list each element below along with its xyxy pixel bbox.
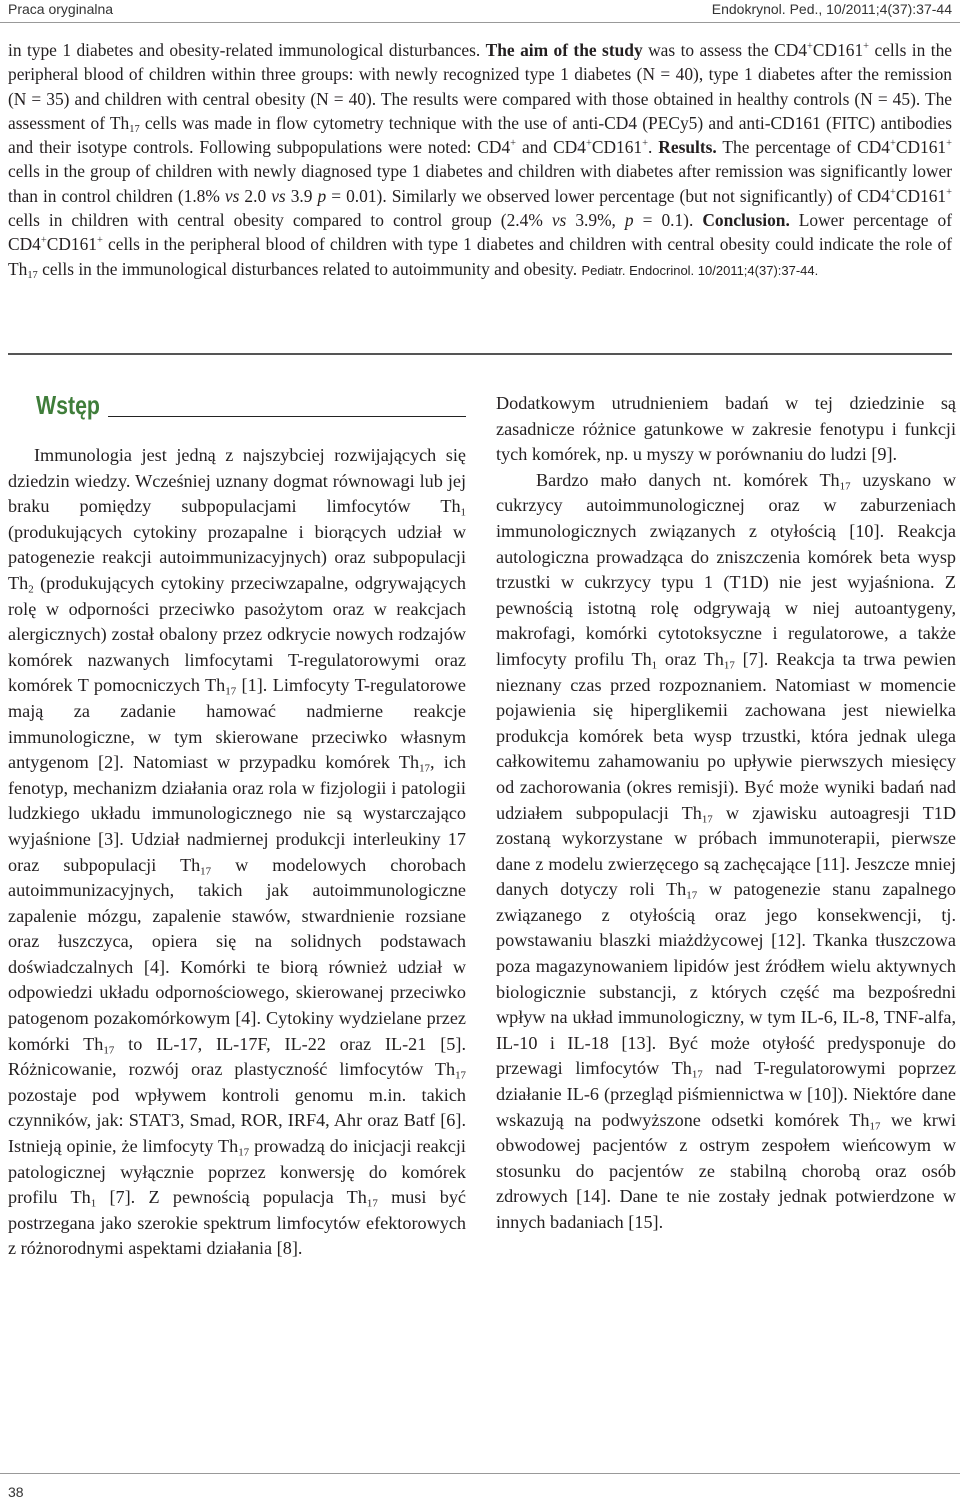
- header-article-type: Praca oryginalna: [8, 1, 114, 17]
- heading-underline: [108, 416, 466, 417]
- abstract-citation: Pediatr. Endocrinol. 10/2011;4(37):37-44.: [581, 262, 819, 278]
- text-column-left: [8, 443, 466, 1262]
- conclusion-label: Conclusion.: [702, 210, 790, 231]
- footer-rule: [0, 1473, 960, 1474]
- section-heading: [36, 390, 466, 422]
- header-rule: [0, 22, 960, 23]
- section-title: Wstęp: [36, 390, 100, 420]
- header-journal-citation: Endokrynol. Ped., 10/2011;4(37):37-44: [711, 1, 952, 17]
- page-number: 38: [8, 1484, 24, 1500]
- section-separator: [8, 353, 952, 355]
- results-label: Results.: [658, 137, 717, 158]
- paragraph: Bardzo mało danych nt. komórek $Th_{17}$ uzyskano w cukrzycy autoimmunologicznej oraz w zaburzeniach immunologicznych związanych z otyłością [10]. Reakcja autologiczna prowadząca do zniszczenia komórek beta wysp trzustki w cukrzycy typu 1 (T1D) nie jest wyjaśniona. Z pewnością istotną rolę odgrywają w niej autoantygeny, makrofagi, komórki cytotoksyczne i regulatorowe, a także limfocyty profilu $Th_1$ oraz $Th_{17}$ [7]. Reakcja ta trwa pewien nieznany czas przed rozpoznaniem. Natomiast w momencie pojawienia się hiperglikemii zachowana jest niewielka produkcja komórek beta wysp trzustki, która jednak ulega całkowitemu zahamowaniu po upływie pierwszych miesięcy od zachorowania (okres remisji). Być może wyniki badań nad udziałem subpopulacji $Th_{17}$ w zjawisku autoagresji T1D zostaną wykorzystane w próbach immunoterapii, pierwsze dane z modelu zwierzęcego są zachęcające [11]. Jeszcze mniej danych dotyczy roli $Th_{17}$ w patogenezie stanu zapalnego związanego z otyłością oraz jego konsekwencji, tj. powstawaniu blaszki miażdżycowej [12]. Tkanka tłuszczowa poza magazynowaniem lipidów jest źródłem wielu aktywnych biologicznie substancji, z których część ma bezpośredni wpływ na układ immunologiczny, w tym IL-6, IL-8, TNF-alfa, IL-10 i IL-18 [13]. Być może otyłość predysponuje do przewagi limfocytów $Th_{17}$ nad T-regulatorowymi poprzez działanie IL-6 (przegląd piśmiennictwa w [10]). Niektóre dane wskazują na podwyższone odsetki komórek $Th_{17}$ we krwi obwodowej pacjentów z ostrym zespołem wieńcowym w stosunku do pacjentów ze stabilną chorobą oraz osób zdrowych [14]. Dane te nie zostały jednak potwierdzone w innych badaniach [15].: [496, 469, 957, 1232]
- paragraph: Immunologia jest jedną z najszybciej rozwijających się dziedzin wiedzy. Wcześniej uznany dogmat równowagi lub jej braku pomiędzy subpopulacjami limfocytów $Th_1$ (produkujących cytokiny prozapalne i biorących udział w patogenezie reakcji autoimmunizacyjnych) oraz subpopulacji $Th_2$ (produkujących cytokiny przeciwzapalne, odgrywających rolę w odporności przeciwko pasożytom oraz w reakcjach alergicznych) został obalony przez odkrycie nowych rodzajów komórek nazwanych limfocytami T-regulatorowymi oraz komórek T pomocniczych $Th_{17}$ [1]. Limfocyty T-regulatorowe mają za zadanie hamować nadmierne reakcje immunologiczne, w tym skierowane przeciwko własnym antygenom [2]. Natomiast w przypadku komórek $Th_{17}$, ich fenotyp, mechanizm działania oraz rola w fizjologii i patologii ludzkiego układu immunologicznego nie są wystarczająco wyjaśnione [3]. Udział nadmiernej produkcji interleukiny 17 oraz subpopulacji $Th_{17}$ w modelowych chorobach autoimmunizacyjnych, takich jak autoimmunologiczne zapalenie mózgu, zapalenie stawów, stwardnienie rozsiane oraz łuszczyca, opiera się na solidnych podstawach doświadczalnych [4]. Komórki te biorą również udział w odpowiedzi układu odpornościowego, skierowanej przeciwko patogenom pozakomórkowym [4]. Cytokiny wydzielane przez komórki $Th_{17}$ to IL-17, IL-17F, IL-22 oraz IL-21 [5]. Różnicowanie, rozwój oraz plastyczność limfocytów $Th_{17}$ pozostaje pod wpływem kontroli genomu m.in. takich czynników, jak: STAT3, Smad, ROR, IRF4, Ahr oraz Batf [6]. Istnieją opinie, że limfocyty $Th_{17}$ prowadzą do inicjacji reakcji patologicznej wyłącznie poprzez konwersję do komórek profilu $Th_1$ [7]. Z pewnością populacja $Th_{17}$ musi być postrzegana jako szerokie spektrum limfocytów efektorowych z różnorodnymi aspektami działania [8].: [8, 445, 467, 1259]
- text-column-right: [496, 391, 956, 1236]
- aim-label: The aim of the study: [485, 40, 643, 60]
- paragraph: Dodatkowym utrudnieniem badań w tej dziedzinie są zasadnicze różnice gatunkowe w zakresie fenotypu i funkcji tych komórek, np. u myszy w porównaniu do ludzi [9].: [496, 393, 956, 465]
- abstract: [8, 38, 952, 283]
- abstract-text: in type 1 diabetes and obesity-related immunological disturbances. The aim of the study was to assess the CD4+CD161+ cells in the peripheral blood of children within three groups: with newly recognized type 1 diabetes (N = 40), type 1 diabetes after the remission (N = 35) and children with central obesity (N = 40). The results were compared with those obtained in healthy controls (N = 45). The assessment of $Th_{17}$ cells was made in flow cytometry technique with the use of anti-CD4 (PECy5) and anti-CD161 (FITC) antibodies and their isotype controls. Following subpopulations were noted: CD4+ and CD4+CD161+. Results. The percentage of CD4+CD161+ cells in the group of children with newly diagnosed type 1 diabetes and children with diabetes after remission was significantly lower than in control children (1.8% vs 2.0 vs 3.9 p = 0.01). Similarly we observed lower percentage (but not significantly) of CD4+CD161+ cells in children with central obesity compared to control group (2.4% vs 3.9%, p = 0.1). Conclusion. Lower percentage of CD4+CD161+ cells in the peripheral blood of children with type 1 diabetes and children with central obesity could indicate the role of $Th_{17}$ cells in the immunological disturbances related to autoimmunity and obesity. Pediatr. Endocrinol. 10/2011;4(37):37-44.: [8, 40, 953, 281]
- running-header: [8, 0, 952, 22]
